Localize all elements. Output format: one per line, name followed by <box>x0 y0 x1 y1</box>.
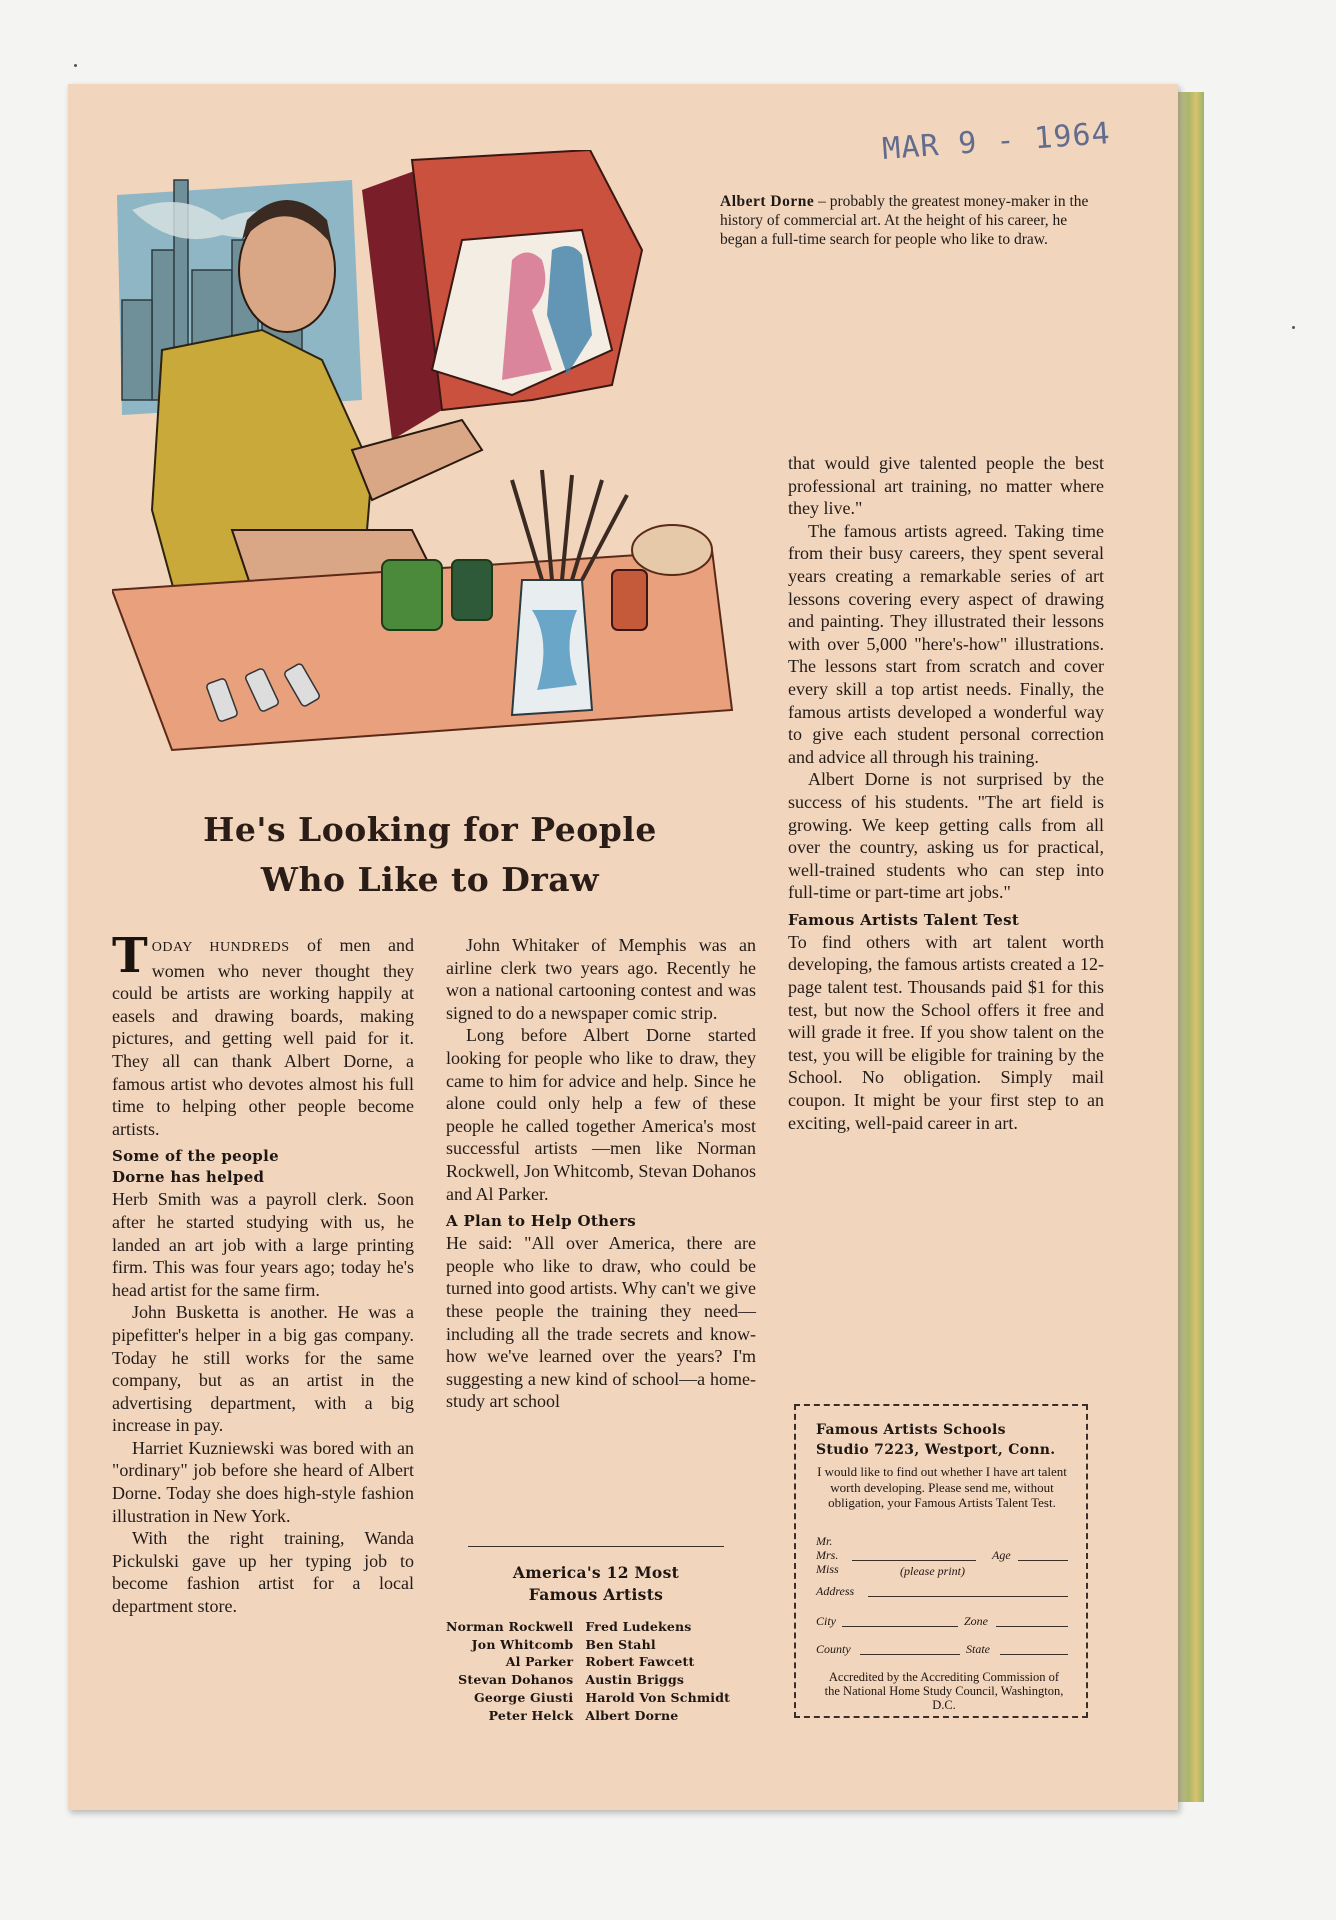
artist-name: Jon Whitcomb <box>471 1636 574 1652</box>
coupon-address-field[interactable] <box>868 1596 1068 1597</box>
artist-name: Austin Briggs <box>585 1672 685 1688</box>
coupon-zone-label: Zone <box>964 1614 988 1628</box>
artists-table <box>440 1618 736 1724</box>
artist-name: Stevan Dohanos <box>458 1672 574 1688</box>
divider-rule <box>468 1546 724 1547</box>
paragraph: Herb Smith was a payroll clerk. Soon after he started studying with us, he landed an art job with a large printing firm. This was four years ago; today he's head artist for the same firm. <box>112 1189 414 1300</box>
coupon-age-label: Age <box>992 1548 1011 1562</box>
coupon-city-field[interactable] <box>842 1626 958 1627</box>
paragraph: Albert Dorne is not surprised by the success of his students. "The art field is growing. We keep getting calls from all over the country, asking us for practical, well-trained students who can step into full-time or part-time art jobs." <box>788 769 1104 903</box>
artist-name: Ben Stahl <box>585 1636 656 1652</box>
paragraph: Long before Albert Dorne started looking for people who like to draw, they came to him for advice and help. Since he alone could only help a few of these people he called together America's most successful artists —men like Norman Rockwell, Jon Whitcomb, Stevan Dohanos and Al Parker. <box>446 1025 756 1204</box>
mail-coupon <box>794 1404 1088 1718</box>
coupon-print-hint: (please print) <box>900 1564 965 1578</box>
famous-artists-list <box>436 1562 756 1724</box>
paragraph: that would give talented people the best professional art training, no matter where they live." <box>788 453 1104 519</box>
artist-name: Harold Von Schmidt <box>585 1689 731 1705</box>
scan-speck <box>1292 326 1295 329</box>
paragraph: John Whitaker of Memphis was an airline clerk two years ago. Recently he won a national cartooning contest and was signed to do a newspaper comic strip. <box>446 935 756 1023</box>
coupon-address-label: Address <box>816 1584 855 1598</box>
subheading-line: Dorne has helped <box>112 1168 265 1187</box>
headline-line-1: He's Looking for People <box>203 810 657 849</box>
artists-title <box>436 1562 756 1606</box>
coupon-studio-address: Studio 7223, Westport, Conn. <box>816 1442 1056 1458</box>
coupon-miss-label: Miss <box>816 1562 839 1576</box>
paragraph: With the right training, Wanda Pickulski gave up her typing job to become fashion artist for a local department store. <box>112 1528 414 1617</box>
artist-name: Albert Dorne <box>585 1707 679 1723</box>
illustration-caption <box>720 192 1090 249</box>
coupon-mrs-label: Mrs. <box>816 1548 839 1562</box>
artist-name: George Giusti <box>474 1689 574 1705</box>
paragraph-text: of men and women who never thought they could be artists are working happily at easels and drawing boards, making pictures, and getting well paid for it. They all can thank Albert Dorne, a famous artist who devotes almost his full time to helping other people become artists. <box>112 935 414 1139</box>
artists-title-line: America's 12 Most <box>512 1563 680 1582</box>
artists-row <box>440 1689 736 1707</box>
headline-line-2: Who Like to Draw <box>260 860 600 899</box>
coupon-mr-label: Mr. <box>816 1534 833 1548</box>
artists-row <box>440 1653 736 1671</box>
artists-title-line: Famous Artists <box>528 1585 664 1604</box>
artist-name: Peter Helck <box>488 1707 574 1723</box>
adjacent-page-edge <box>1178 92 1204 1802</box>
coupon-county-label: County <box>816 1642 851 1656</box>
lead-small-caps: ODAY HUNDREDS <box>151 940 290 955</box>
coupon-county-field[interactable] <box>860 1654 960 1655</box>
artist-name: Robert Fawcett <box>585 1654 695 1670</box>
artist-name: Al Parker <box>505 1654 574 1670</box>
drop-cap: T <box>112 928 148 984</box>
scan-speck <box>74 64 77 67</box>
subheading-plan: A Plan to Help Others <box>446 1212 637 1231</box>
article-column-3 <box>788 452 1104 1134</box>
coupon-zone-field[interactable] <box>996 1626 1068 1627</box>
paragraph: He said: "All over America, there are people who like to draw, who could be turned into good artists. Why can't we give these people the training they need—including all the trade secrets and know-how we've learned over the years? I'm suggesting a new kind of school—a home-study art school <box>446 1233 756 1412</box>
artist-name: Fred Ludekens <box>585 1619 692 1634</box>
coupon-name-field[interactable] <box>852 1560 976 1561</box>
coupon-city-label: City <box>816 1614 836 1628</box>
paragraph: To find others with art talent worth developing, the famous artists created a 12-page talent test. Thousands paid $1 for this test, but now the School offers it free and will grade it free. If you show talent on the test, you will be eligible for training by the School. No obligation. Simply mail coupon. It might be your first step to an exciting, well-paid career in art. <box>788 931 1104 1133</box>
subheading-people-helped <box>112 1146 414 1188</box>
coupon-header <box>816 1420 1055 1460</box>
coupon-state-label: State <box>966 1642 990 1656</box>
caption-name: Albert Dorne <box>720 193 815 210</box>
artists-row <box>440 1618 736 1636</box>
paragraph: The famous artists agreed. Taking time from their busy careers, they spent several years creating a remarkable series of art lessons covering every aspect of drawing and painting. They illustrated their lessons with over 5,000 "here's-how" illustrations. The lessons start from scratch and cover every skill a top artist needs. Finally, the famous artists developed a wonderful way to give each student personal correction and advice all through his training. <box>788 520 1104 767</box>
artist-name: Norman Rockwell <box>446 1619 574 1634</box>
artists-row <box>440 1707 736 1725</box>
coupon-state-field[interactable] <box>1000 1654 1068 1655</box>
paragraph: Harriet Kuzniewski was bored with an "ordinary" job before she heard of Albert Dorne. Today she does high-style fashion illustration in New York. <box>112 1437 414 1526</box>
date-stamp: MAR 9 - 1964 <box>881 116 1112 167</box>
coupon-accreditation: Accredited by the Accrediting Commission of the National Home Study Council, Washington, D.C. <box>824 1670 1064 1712</box>
caption-text: – probably the greatest money-maker in the history of commercial art. At the height of his career, he began a full-time search for people who like to draw. <box>720 193 1089 248</box>
article-column-2 <box>446 934 756 1413</box>
paragraph: John Busketta is another. He was a pipefitter's helper in a big gas company. Today he still works for the same company, but as an artist in the advertising department, with a big increase in pay. <box>112 1302 414 1436</box>
artists-row <box>440 1636 736 1654</box>
article-headline <box>110 805 750 905</box>
albert-dorne-illustration <box>112 150 762 760</box>
coupon-school-name: Famous Artists Schools <box>816 1422 1006 1438</box>
subheading-line: Some of the people <box>112 1147 279 1166</box>
paragraph <box>112 928 414 1140</box>
artists-row <box>440 1671 736 1689</box>
coupon-request-text: I would like to find out whether I have art talent worth developing. Please send me, without obligation, your Famous Artists Talent Test. <box>817 1464 1067 1510</box>
article-column-1 <box>112 928 414 1618</box>
subheading-talent-test: Famous Artists Talent Test <box>788 910 1020 929</box>
coupon-age-field[interactable] <box>1018 1560 1068 1561</box>
